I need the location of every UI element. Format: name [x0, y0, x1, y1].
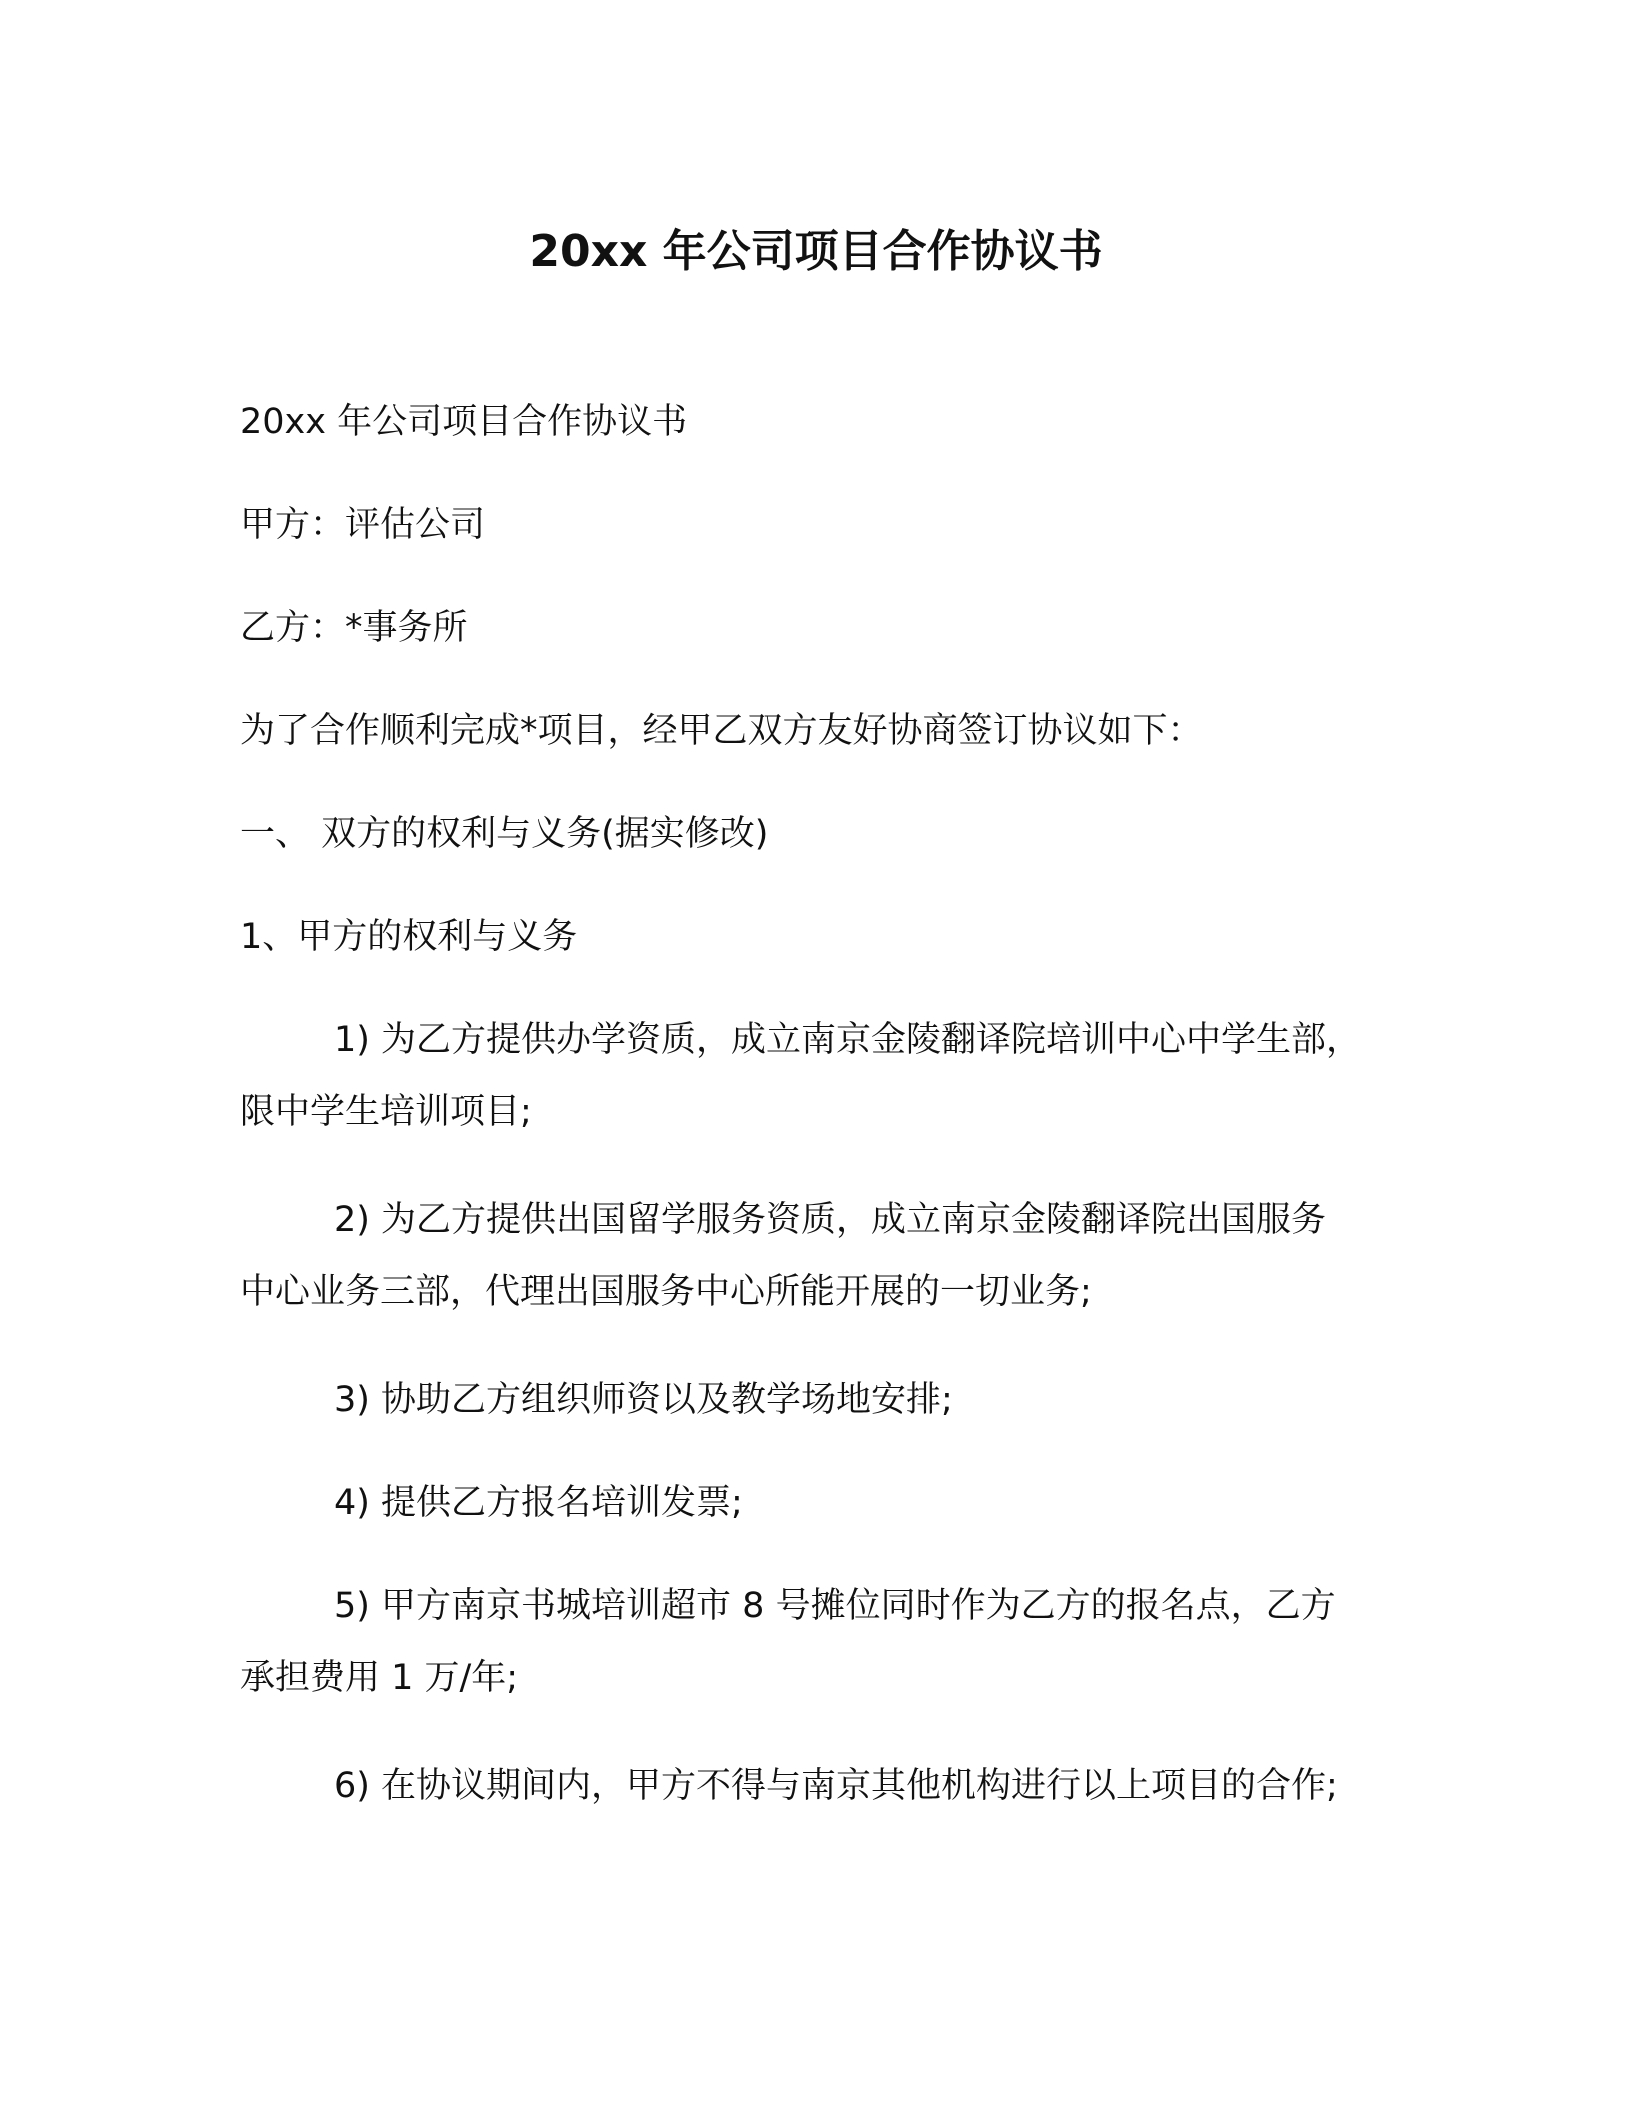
subsection-heading-1: 1、甲方的权利与义务: [240, 917, 578, 957]
item-5-line-1: 5) 甲方南京书城培训超市 8 号摊位同时作为乙方的报名点，乙方: [334, 1586, 1336, 1626]
party-a-paragraph: 甲方：评估公司: [240, 505, 486, 545]
item-2-line-2: 中心业务三部，代理出国服务中心所能开展的一切业务;: [240, 1272, 1092, 1312]
item-5-line-2: 承担费用 1 万/年;: [240, 1658, 519, 1698]
party-b-paragraph: 乙方：*事务所: [240, 608, 468, 648]
item-1-line-1: 1) 为乙方提供办学资质，成立南京金陵翻译院培训中心中学生部，: [334, 1020, 1362, 1060]
item-1-line-2: 限中学生培训项目;: [240, 1092, 532, 1132]
item-6: 6) 在协议期间内，甲方不得与南京其他机构进行以上项目的合作;: [334, 1766, 1338, 1806]
section-heading-1: 一、 双方的权利与义务(据实修改): [240, 814, 769, 854]
subtitle-paragraph: 20xx 年公司项目合作协议书: [240, 402, 688, 442]
item-2-line-1: 2) 为乙方提供出国留学服务资质，成立南京金陵翻译院出国服务: [334, 1200, 1327, 1240]
item-3: 3) 协助乙方组织师资以及教学场地安排;: [334, 1380, 953, 1420]
intro-paragraph: 为了合作顺利完成*项目，经甲乙双方友好协商签订协议如下：: [240, 711, 1203, 751]
item-4: 4) 提供乙方报名培训发票;: [334, 1483, 743, 1523]
document-title: 20xx 年公司项目合作协议书: [529, 226, 1103, 277]
